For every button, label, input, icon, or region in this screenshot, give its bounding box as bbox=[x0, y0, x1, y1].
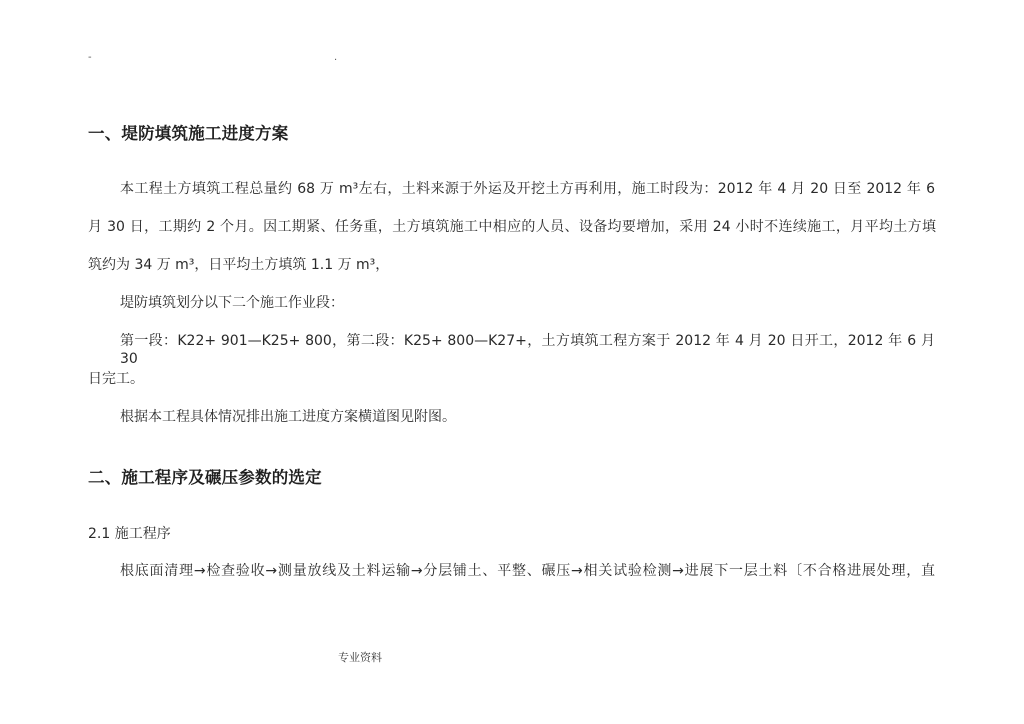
paragraph-line-2: 月 30 日，工期约 2 个月。因工期紧、任务重，土方填筑施工中相应的人员、设备均要增加，采用 24 小时不连续施工，月平均土方填 bbox=[88, 219, 936, 235]
section-heading-1: 一、堤防填筑施工进度方案 bbox=[88, 124, 289, 143]
paragraph-line-5: 第一段：K22+ 901—K25+ 800，第二段：K25+ 800—K27+，土方填筑工程方案于 2012 年 4 月 20 日开工，2012 年 6 月 30 bbox=[120, 333, 935, 367]
paragraph-line-7: 根据本工程具体情况排出施工进度方案横道图见附图。 bbox=[120, 409, 456, 425]
paragraph-line-3: 筑约为 34 万 m³，日平均土方填筑 1.1 万 m³， bbox=[88, 257, 390, 273]
header-mark-left: - bbox=[88, 52, 92, 63]
page-footer: 专业资料 bbox=[338, 651, 382, 664]
header-mark-right: . bbox=[334, 52, 338, 63]
section-heading-2: 二、施工程序及碾压参数的选定 bbox=[88, 468, 322, 487]
paragraph-line-1: 本工程土方填筑工程总量约 68 万 m³左右，土料来源于外运及开挖土方再利用，施工时段为：2012 年 4 月 20 日至 2012 年 6 bbox=[120, 181, 935, 197]
paragraph-line-8: 根底面清理→检查验收→测量放线及土料运输→分层铺土、平整、碾压→相关试验检测→进展下一层土料〔不合格进展处理，直 bbox=[120, 563, 935, 579]
paragraph-line-6: 日完工。 bbox=[88, 371, 144, 387]
paragraph-line-4: 堤防填筑划分以下二个施工作业段： bbox=[120, 295, 344, 311]
subsection-heading: 2.1 施工程序 bbox=[88, 526, 171, 542]
